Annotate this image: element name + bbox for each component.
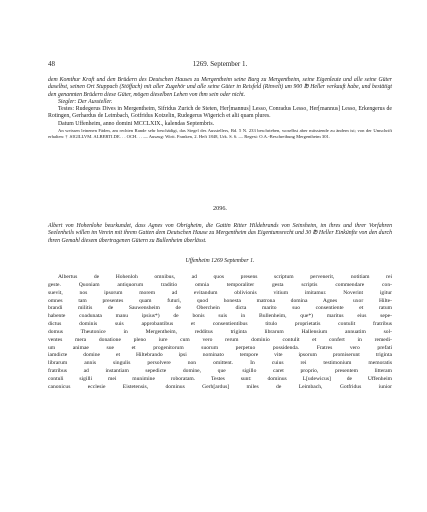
witness-list: Testes: Rudegerus Dives in Mergentheim, Sifridus Zurich de Steten, Her[mannus] Lesso, Conradus Lesso, Her[mannus] Lesso, Erkengerus de Rotingen, Gerhardus de Leimbach, Gotfridus Kotzelin, Rudegerus Wigerich et alii quam plures.	[48, 106, 392, 120]
text-line: omnes tam presentes quam futuri, quod honesta matrona domina Agnes uxor Hilte-	[48, 297, 392, 304]
latin-charter-text	[48, 274, 392, 392]
footnote: An weissen leinenen Fäden, am rechten Rande sehr beschädigt, das Siegel des Ausstellers, Bd. 5 N. 233 beschrieben, woselbst aber mitsstende zu ändern ist; von der Umschrift erhalten: † .SIGILLVM. ALBERTI.DE. . . OCH. . . — Auszug: Wirtt. Franken, 2. Heft 1848, Urk. S. 6. — Regest: O.A.-Beschreibung Mergentheim 301.	[48, 128, 392, 139]
running-title: 1269. September 1.	[192, 60, 248, 68]
text-line: librarum annis singulis persolvere non omittent. In cuius rei testimonium memoratis	[48, 360, 392, 367]
regest-summary: Albert von Hohenlohe beurkundet, dass Agnes von Obrigheim, die Gattin Ritter Hildebrands von Seinsheim, im ihres und ihrer Vorfahren Seelenheils willen im Verein mit ihrem Gatten dem Deutschen Hause zu Mergentheim das Eigentumsrecht und 30 ℔ Heller Einkünfte von den durch ihren Gemahl diesem übertragenen Gütern zu Bullenheim überlässt.	[48, 223, 392, 244]
page-number: 48	[48, 60, 55, 68]
seal-note: Siegler: Der Aussteller.	[58, 98, 113, 105]
text-line: domus Theutonice in Mergentheim, redditus triginta librarum Hallensium annuatim sol-	[48, 328, 392, 335]
text-line: suevit, nos ipsorum morem ad evitandum oblivionis vitium imitamur. Noverint igitur	[48, 289, 392, 296]
text-line: canonicus ecclesie Eistetensis, dominus Gerh[ardus] miles de Leimbach, Gotfridus iunior	[48, 383, 392, 390]
text-line: geste. Quoniam antiquorum traditio omnia temporaliter gesta scriptis commendare con-	[48, 281, 392, 288]
continuation-text: dem Komthur Kraft und den Brüdern des Deutschen Hauses zu Mergentheim seine Burg zu Mergentheim, seine Eigenleute und alle seine Güter daselbst, seinen Ort Stuppach (Stöffach) mit aller Zugehör und alle seine Güter in Reisfeld (Rinvelt) um 900 ℔ Heller verkauft habe, und bestätigt den genannten Brüdern diese Güter, mögen dieselben Lehen von ihm sein oder nicht.	[48, 77, 392, 98]
text-line: contuli sigilli mei munimine roboratam. Testes sunt: dominus L[udewicus] de Uffenheim	[48, 375, 392, 382]
text-line: habente coadunata manu ipsius*) de bonis suis in Bullenheim, que*) maritus eius sepe-	[48, 313, 392, 320]
text-line: ventes mera donatione pleno iure cum vero rerum dominio contulit et confert in remedi-	[48, 336, 392, 343]
document-number: 2096.	[213, 205, 227, 212]
text-line: Albertus de Hohenloh omnibus, ad quos presens scriptum pervenerit, notitiam rei	[58, 274, 392, 280]
text-line: brandi militis de Sauwensheim de Oberchein dicta marito suo consentiente et ratum	[48, 305, 392, 312]
text-line: iamdicte domine et Hiltebrando ipsi nominato tempore vite ipsorum promiserunt triginta	[48, 352, 392, 359]
charter-continuation	[48, 77, 392, 139]
place-date-heading: Uffenheim 1269 September 1.	[185, 258, 255, 264]
text-line: fratribus ad instantiam sepedicte domine, que sigillo caret proprio, presentem litteram	[48, 368, 392, 375]
text-line: dictus dominis suis approbantibus et consentientibus titulo proprietatis contulit fratribus	[48, 321, 392, 328]
date-line: Datum Uffenheim, anno domini MCCLXIX., kalendas Septembris.	[58, 120, 215, 127]
text-line: um animae sue et progenitorum suorum perpetuo possidenda. Fratres vero prefati	[48, 344, 392, 351]
